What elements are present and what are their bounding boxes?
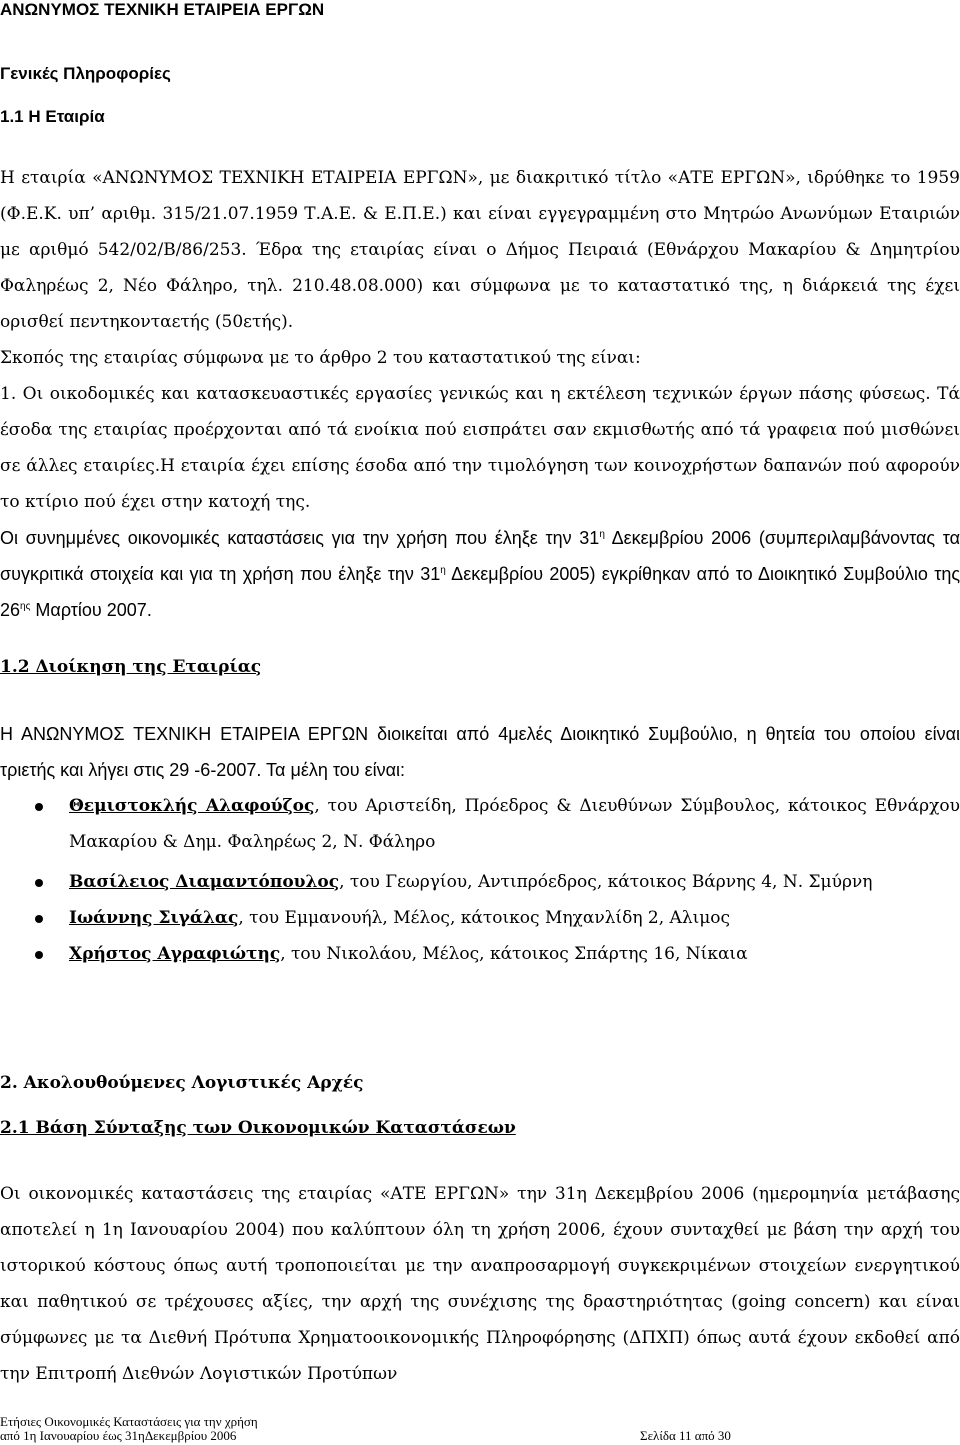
board-member-item [35,936,960,972]
member-name: Θεμιστοκλής Αλαφούζος [69,796,315,816]
footer-line-2: από 1η Ιανουαρίου έως 31ηΔεκεμβρίου 2006 [0,1428,237,1443]
member-details: , του Εμμανουήλ, Μέλος, κάτοικος Μηχανλίδη 2, Αλιμος [238,908,731,928]
approval-text-c: Δεκεμβρίου 2005) εγκρίθηκαν από το Διοικητικό Συμβούλιο της 26 [0,564,960,620]
board-member-item [35,864,960,900]
page-number: Σελίδα 11 από 30 [640,1428,731,1443]
board-member-item [35,788,960,860]
approval-sup-2: η [440,565,446,576]
member-name: Ιωάννης Σιγάλας [69,908,239,928]
member-name: Βασίλειος Διαμαντόπουλος [69,872,340,892]
approval-sup-3: ης [20,601,31,612]
management-intro: Η ΑΝΩΝΥΜΟΣ ΤΕΧΝΙΚΗ ΕΤΑΙΡΕΙΑ ΕΡΓΩΝ διοικείται από 4μελές Διοικητικό Συμβούλιο, η θητεία του οποίου είναι τριετής και λήγει στις 29 -6-2007. Τα μέλη του είναι: [0,724,960,780]
member-details: , του Νικολάου, Μέλος, κάτοικος Σπάρτης 16, Νίκαια [280,944,748,964]
member-name: Χρήστος Αγραφιώτης [69,944,281,964]
purpose-item-text: 1. Οι οικοδομικές και κατασκευαστικές εργασίες γενικώς και η εκτέλεση τεχνικών έργων πάσης φύσεως. [0,384,931,404]
member-details: , του Αριστείδη, Πρόεδρος & Διευθύνων Σύμβουλος, κάτοικος Εθνάρχου Μακαρίου & Δημ. Φαληρέως 2, Ν. Φάληρο [69,796,960,852]
management-heading: 1.2 Διοίκηση της Εταιρίας [0,657,262,677]
approval-sup-1: η [599,529,605,540]
bullet-icon [35,879,43,887]
bullet-icon [35,803,43,811]
accounting-body: Οι οικονομικές καταστάσεις της εταιρίας «ΑΤΕ ΕΡΓΩΝ» την 31η Δεκεμβρίου 2006 (ημερομηνία μετάβασης αποτελεί η 1η Ιανουαρίου 2004) που καλύπτουν όλη τη χρήση 2006, έχουν συνταχθεί με βάση την αρχή του ιστορικού κόστους όπως αυτή τροποποιείται με την αναπροσαρμογή συγκεκριμένων στοιχείων ενεργητικού και παθητικού σε τρέχουσες αξίες, την αρχή της συνέχισης της δραστηριότητας (going concern) και είναι σύμφωνες με τα Διεθνή Πρότυπα Χρηματοοικονομικής Πληροφόρησης (ΔΠΧΠ) όπως αυτά έχουν εκδοθεί από την Επιτροπή Διεθνών Λογιστικών Προτύπων [0,1184,960,1384]
company-purpose-intro: Σκοπός της εταιρίας σύμφωνα με το άρθρο 2 του καταστατικού της είναι: [0,348,641,368]
company-purpose-item [0,376,960,520]
subsection-heading: 1.1 Η Εταιρία [0,107,105,126]
approval-paragraph [0,520,960,628]
revenue-text: Τά έσοδα της εταιρίας προέρχονται από τά ενοίκια πού εισπράτει σαν εκμισθωτής από τά γραφεια πού μισθώνει σε άλλες εταιρίες.Η εταιρία έχει επίσης έσοδα από την τιμολόγηση των κοινοχρήστων δαπανών πού αφορούν το κτίριο πού έχει στην κατοχή της. [0,384,960,512]
approval-text-a: Οι συνημμένες οικονομικές καταστάσεις για την χρήση που έληξε την 31 [0,528,600,548]
company-title: ΑΝΩΝΥΜΟΣ ΤΕΧΝΙΚΗ ΕΤΑΙΡΕΙΑ ΕΡΓΩΝ [0,0,325,19]
footer-line-1: Ετήσιες Οικονομικές Καταστάσεις για την χρήση [0,1414,258,1429]
approval-text-b: Δεκεμβρίου 2006 (συμπεριλαμβάνοντας τα συγκριτικά στοιχεία και για τη χρήση που έληξε την 31 [0,528,960,584]
company-description: Η εταιρία «ΑΝΩΝΥΜΟΣ ΤΕΧΝΙΚΗ ΕΤΑΙΡΕΙΑ ΕΡΓΩΝ», με διακριτικό τίτλο «ΑΤΕ ΕΡΓΩΝ», ιδρύθηκε το 1959 (Φ.Ε.Κ. υπ’ αριθμ. 315/21.07.1959 Τ.Α.Ε. & Ε.Π.Ε.) και είναι εγγεγραμμένη στο Μητρώο Ανωνύμων Εταιριών με αριθμό 542/02/Β/86/253. Έδρα της εταιρίας είναι ο Δήμος Πειραιά (Εθνάρχου Μακαρίου & Δημητρίου Φαληρέως 2, Νέο Φάληρο, τηλ. 210.48.08.000) και σύμφωνα με το καταστατικό της, η διάρκειά της έχει ορισθεί πεντηκονταετής (50ετής). [0,168,960,332]
accounting-subheading: 2.1 Βάση Σύνταξης των Οικονομικών Καταστάσεων [0,1118,516,1138]
accounting-heading: 2. Ακολουθούμενες Λογιστικές Αρχές [0,1073,364,1093]
member-details: , του Γεωργίου, Αντιπρόεδρος, κάτοικος Βάρνης 4, Ν. Σμύρνη [339,872,873,892]
section-heading: Γενικές Πληροφορίες [0,64,171,83]
bullet-icon [35,951,43,959]
bullet-icon [35,915,43,923]
board-member-item [35,900,960,936]
approval-text-d: Μαρτίου 2007. [30,600,152,620]
